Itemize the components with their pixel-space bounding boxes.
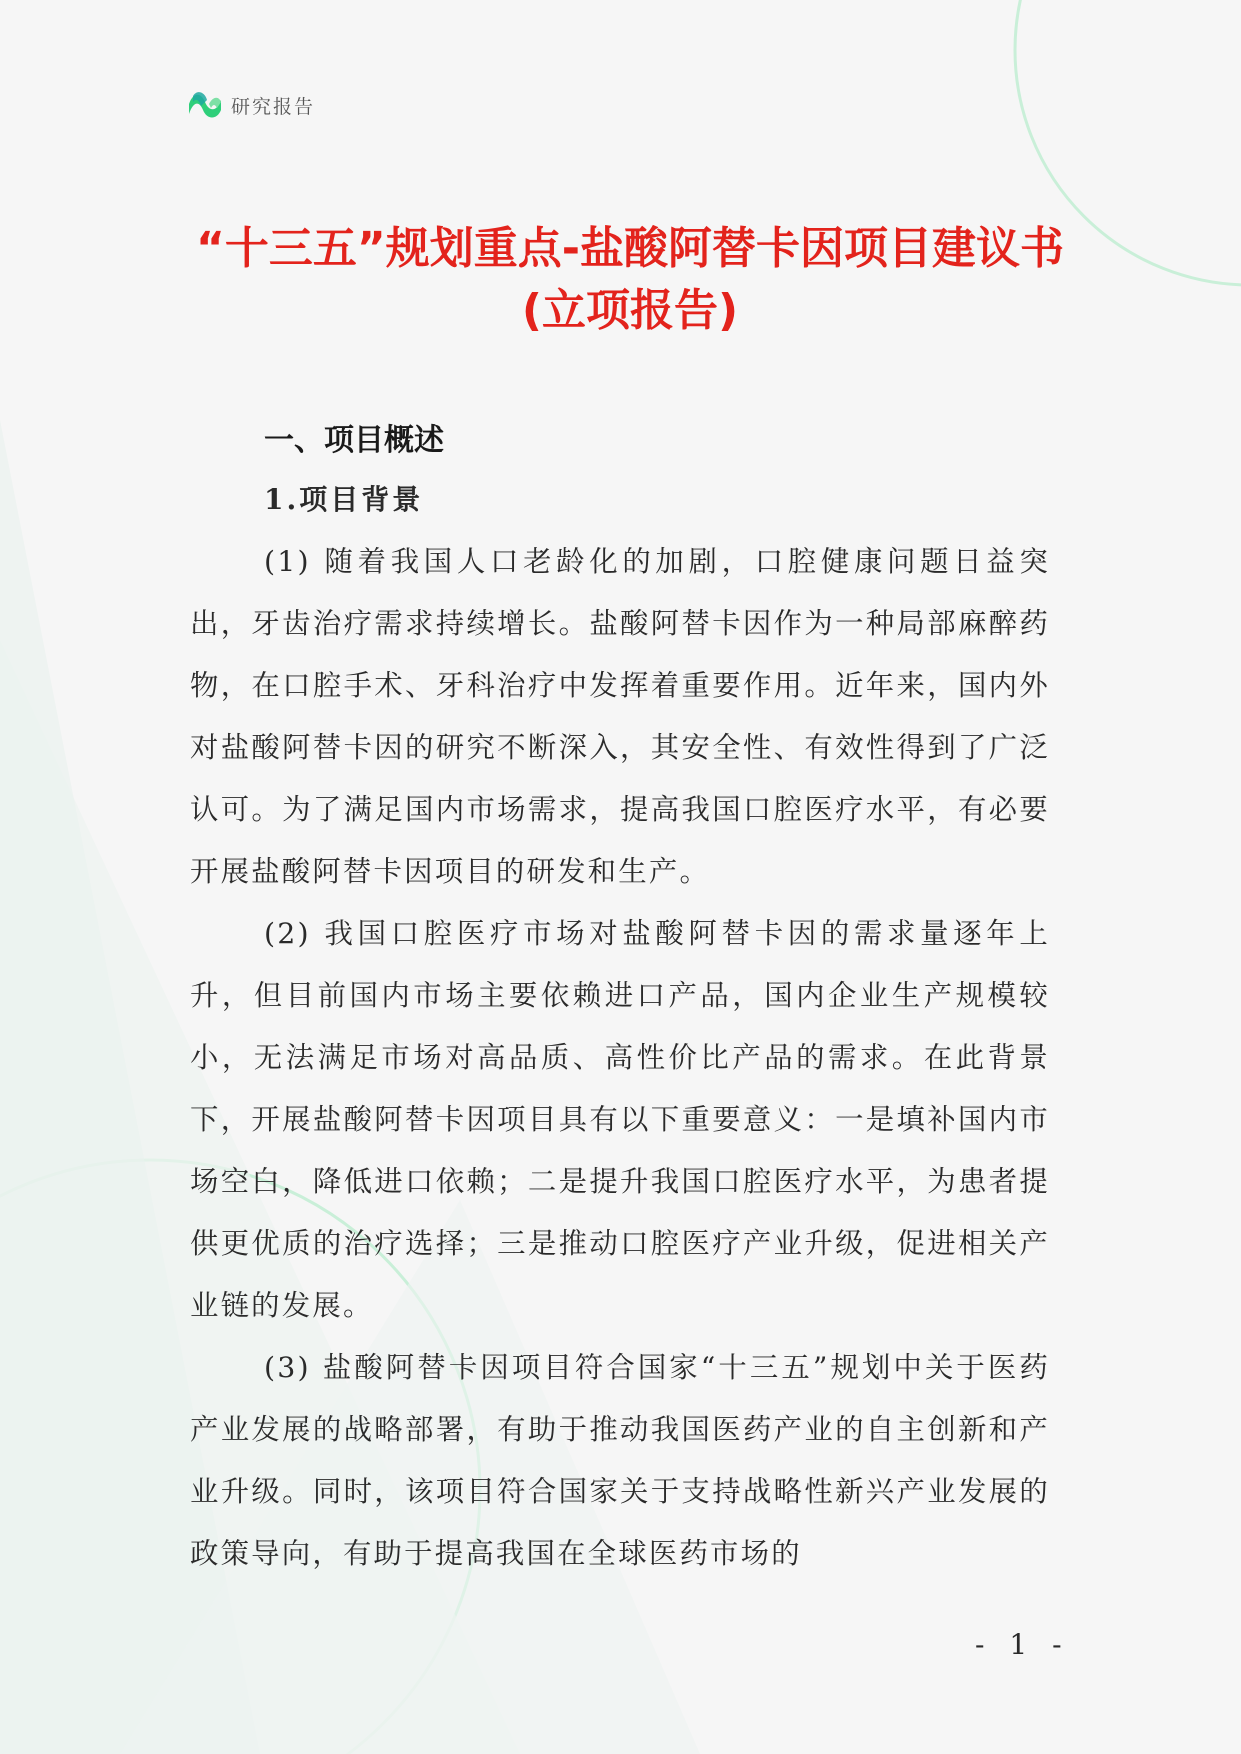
document-body xyxy=(190,415,1050,1585)
report-logo-icon xyxy=(187,90,223,120)
section-heading: 一、项目概述 xyxy=(264,423,444,458)
subsection-heading: 1.项目背景 xyxy=(264,483,424,516)
paragraph-2: (2) 我国口腔医疗市场对盐酸阿替卡因的需求量逐年上升，但目前国内市场主要依赖进口产品，国内企业生产规模较小，无法满足市场对高品质、高性价比产品的需求。在此背景下，开展盐酸阿替卡因项目具有以下重要意义：一是填补国内市场空白，降低进口依赖；二是提升我国口腔医疗水平，为患者提供更优质的治疗选择；三是推动口腔医疗产业升级，促进相关产业链的发展。 xyxy=(190,917,1050,1322)
paragraph-3: (3) 盐酸阿替卡因项目符合国家“十三五”规划中关于医药产业发展的战略部署，有助于推动我国医药产业的自主创新和产业升级。同时，该项目符合国家关于支持战略性新兴产业发展的政策导向，有助于提高我国在全球医药市场的 xyxy=(190,1351,1050,1570)
paragraph-1: (1) 随着我国人口老龄化的加剧，口腔健康问题日益突出，牙齿治疗需求持续增长。盐酸阿替卡因作为一种局部麻醉药物，在口腔手术、牙科治疗中发挥着重要作用。近年来，国内外对盐酸阿替卡因的研究不断深入，其安全性、有效性得到了广泛认可。为了满足国内市场需求，提高我国口腔医疗水平，有必要开展盐酸阿替卡因项目的研发和生产。 xyxy=(190,545,1050,888)
document-title: “十三五”规划重点-盐酸阿替卡因项目建议书(立项报告) xyxy=(195,223,1065,336)
brand-label: 研究报告 xyxy=(231,95,316,118)
page-number: - 1 - xyxy=(975,1628,1070,1661)
header-brand xyxy=(187,90,315,120)
